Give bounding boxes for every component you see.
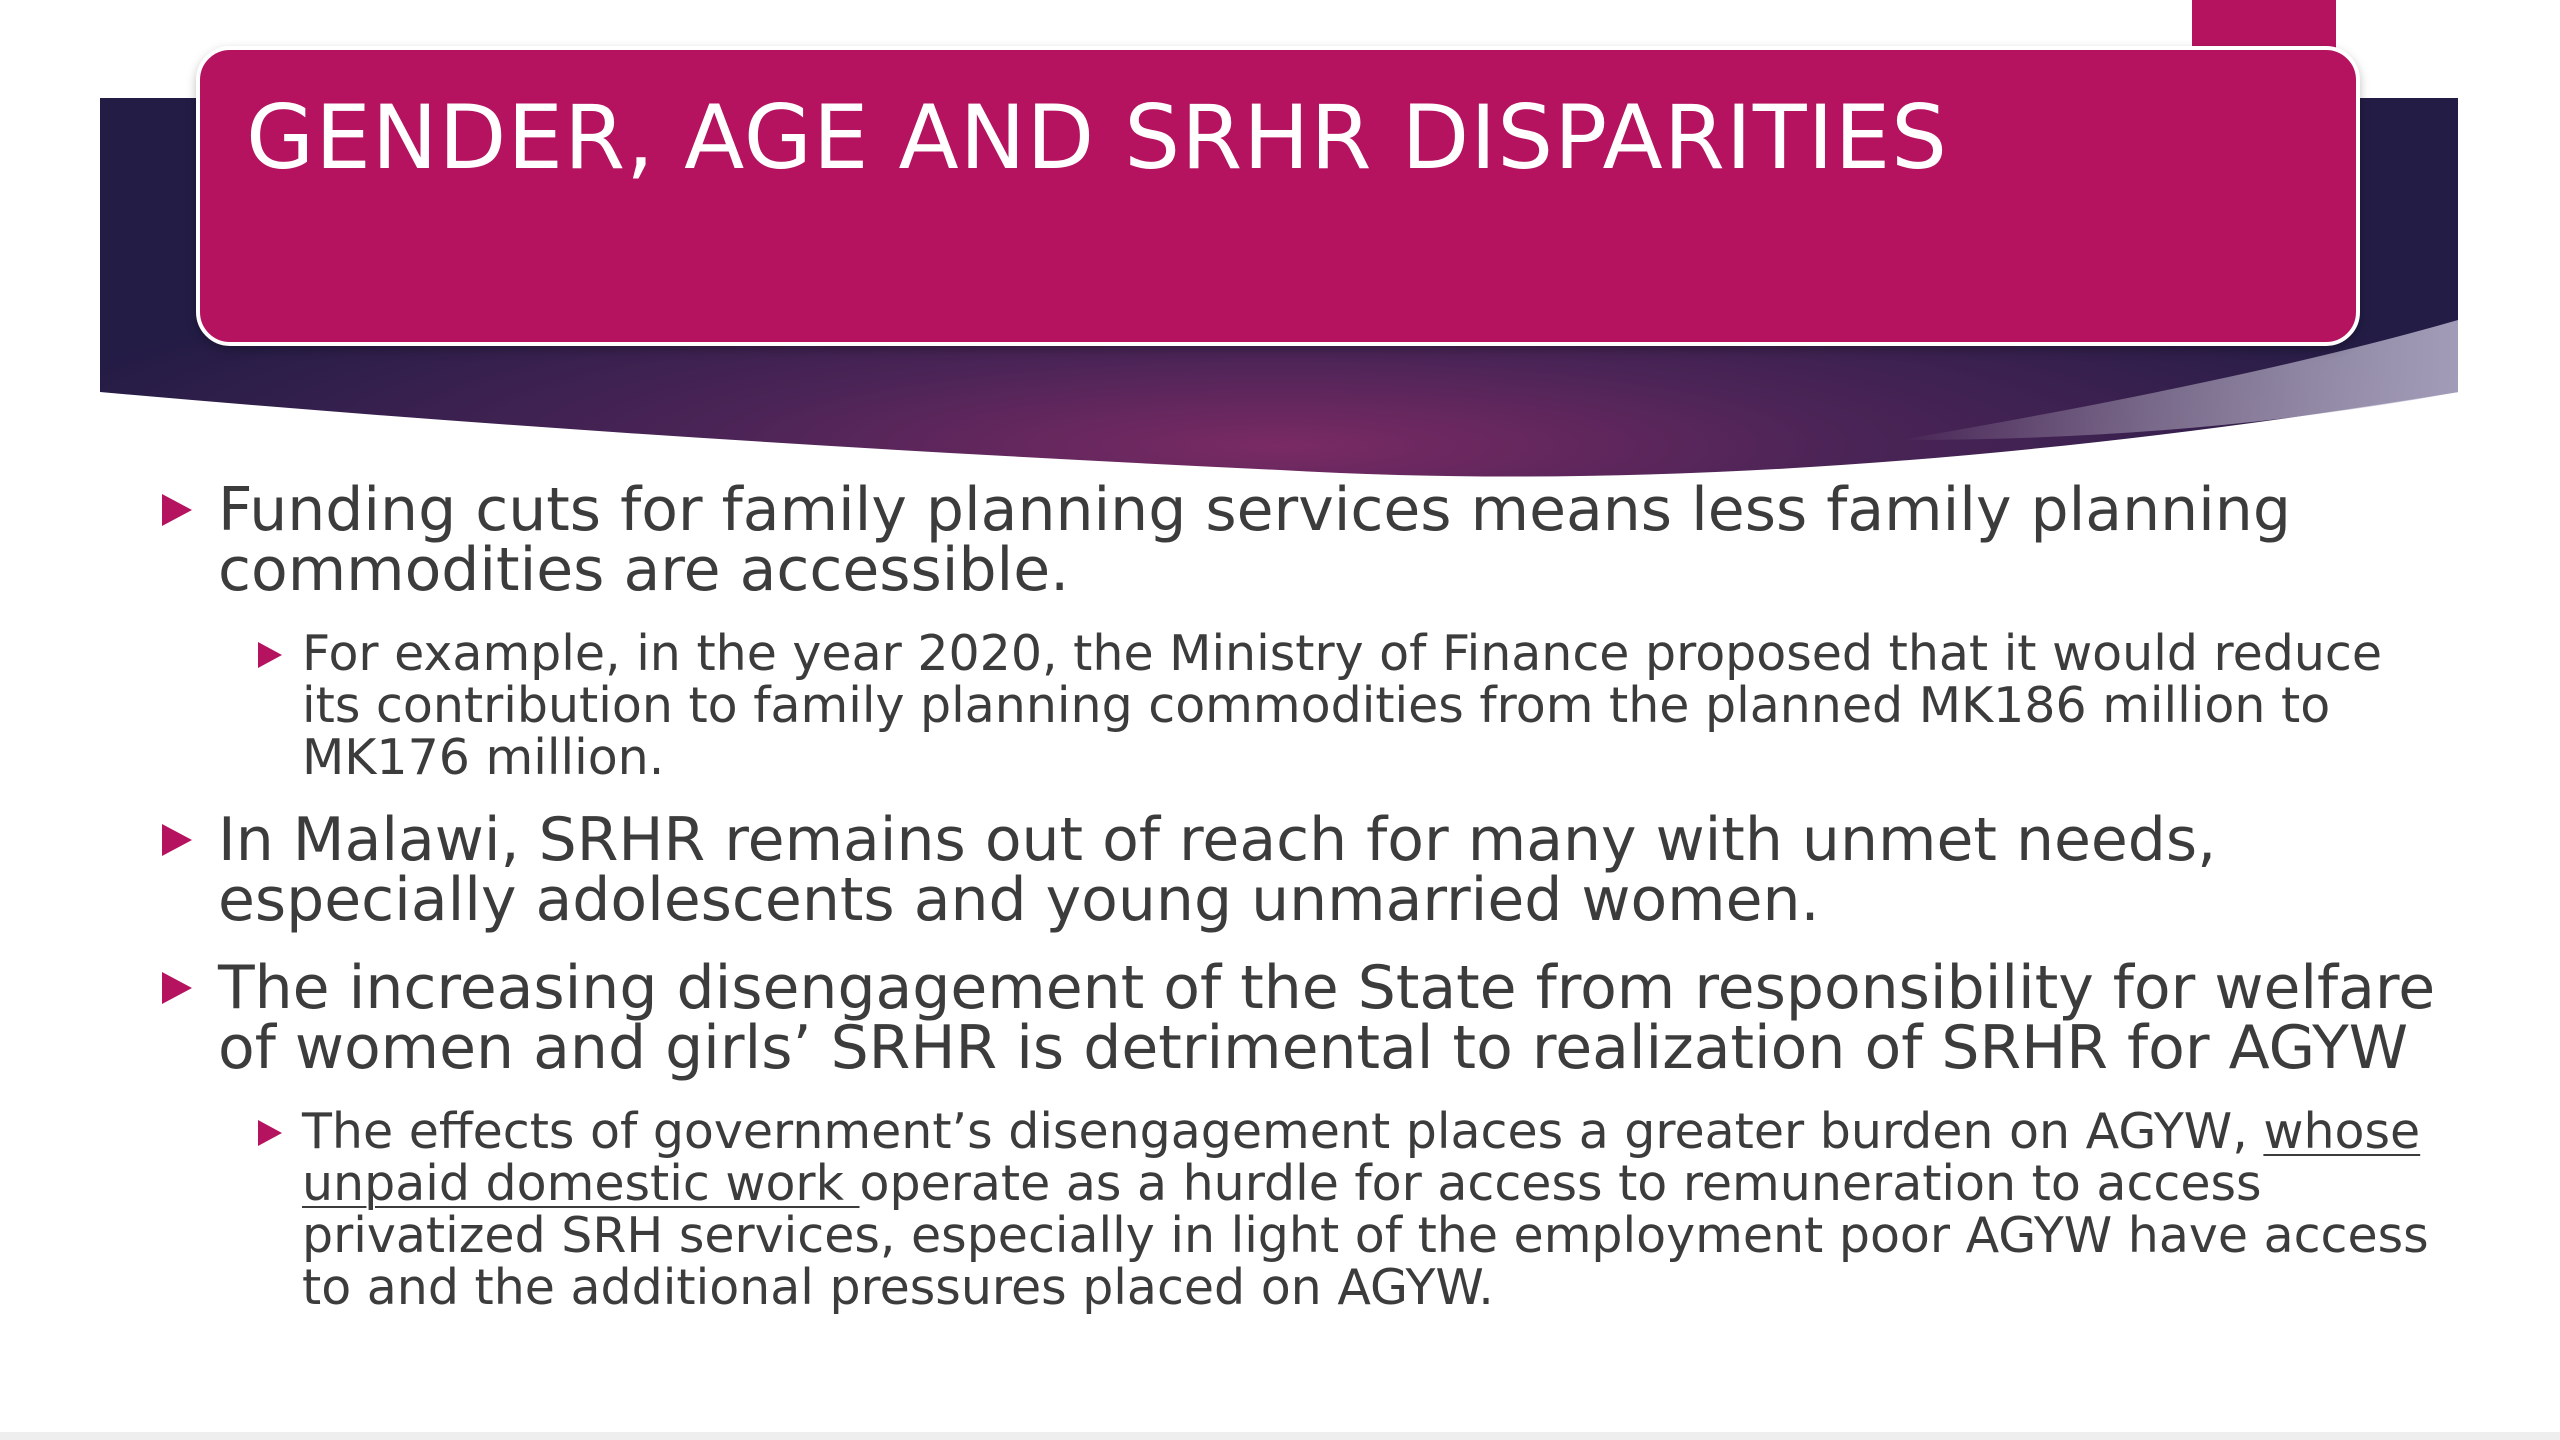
bullet-arrow-icon [258, 642, 282, 668]
bullet-arrow-icon [162, 494, 192, 526]
bullet-arrow-icon [162, 972, 192, 1004]
sub-bullet-text-start: The effects of government’s disengagement places a greater burden on AGYW, [302, 1103, 2264, 1160]
sub-bullet-text-underlined: whose unpaid domestic work [302, 1103, 2421, 1212]
sub-bullet-text: For example, in the year 2020, the Ministry of Finance proposed that it would reduce its contribution to family planning commodities from the planned MK186 million to MK176 million. [302, 625, 2382, 786]
bullet-text: The increasing disengagement of the State from responsibility for welfare of women and girls’ SRHR is detrimental to realization of SRHR for AGYW [218, 953, 2436, 1083]
sub-bullet-item [150, 625, 2450, 786]
bullet-item [150, 805, 2450, 935]
bullet-arrow-icon [258, 1120, 282, 1146]
slide-title: GENDER, AGE AND SRHR DISPARITIES [246, 86, 1949, 189]
bullet-text: Funding cuts for family planning services means less family planning commodities are accessible. [218, 475, 2291, 605]
sub-bullet-item [150, 1103, 2450, 1316]
title-box [196, 46, 2360, 346]
bullet-text: In Malawi, SRHR remains out of reach for many with unmet needs, especially adolescents and young unmarried women. [218, 805, 2217, 935]
bullet-arrow-icon [162, 824, 192, 856]
bullet-item [150, 953, 2450, 1083]
bullet-item [150, 475, 2450, 605]
sub-bullet-text-end: operate as a hurdle for access to remuneration to access privatized SRH services, especially in light of the employment poor AGYW have access to and the additional pressures placed on AGYW. [302, 1155, 2429, 1316]
bottom-divider [0, 1432, 2560, 1440]
slide-content [150, 475, 2450, 1340]
